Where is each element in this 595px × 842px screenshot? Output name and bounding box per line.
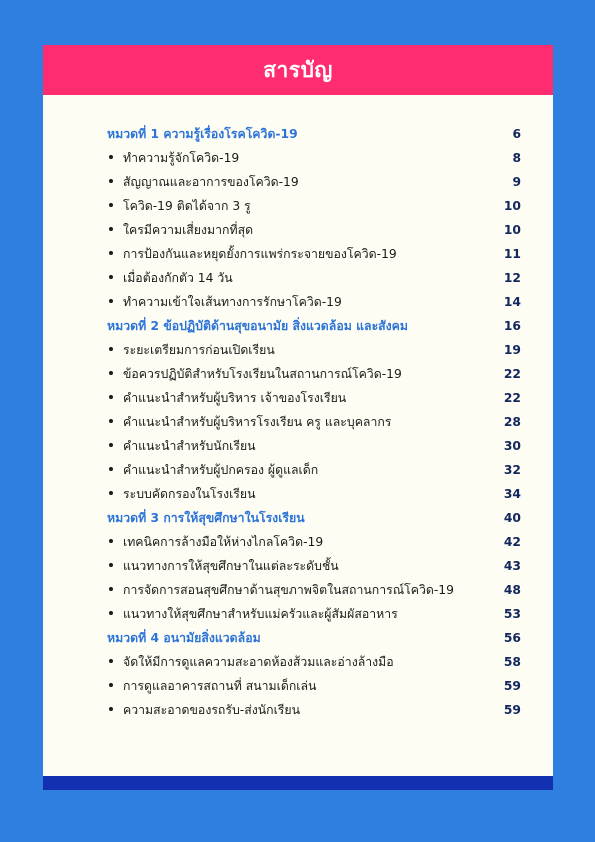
page-number: 28 <box>503 415 521 429</box>
page-number: 14 <box>503 295 521 309</box>
item-title <box>107 461 491 480</box>
toc-item-row <box>107 386 521 410</box>
toc-item-row <box>107 458 521 482</box>
bullet-icon <box>109 467 113 471</box>
page-number: 53 <box>503 607 521 621</box>
bullet-icon <box>109 563 113 567</box>
toc-item-row <box>107 434 521 458</box>
page-number: 40 <box>503 511 521 525</box>
item-title <box>107 653 491 672</box>
chapter-title <box>107 125 491 144</box>
bullet-icon <box>109 491 113 495</box>
bullet-icon <box>109 443 113 447</box>
page-number: 16 <box>503 319 521 333</box>
page-number: 12 <box>503 271 521 285</box>
page-number: 48 <box>503 583 521 597</box>
toc-item-row <box>107 698 521 722</box>
chapter-title <box>107 509 491 528</box>
page-number: 19 <box>503 343 521 357</box>
page-number: 8 <box>512 151 521 165</box>
item-title <box>107 389 491 408</box>
bullet-icon <box>109 659 113 663</box>
toc-item-row <box>107 674 521 698</box>
item-title <box>107 605 491 624</box>
entry-text: สัญญาณและอาการของโควิด-19 <box>123 174 299 189</box>
item-title <box>107 221 491 240</box>
toc-item-row <box>107 218 521 242</box>
entry-text: โควิด-19 ติดได้จาก 3 รู <box>123 198 251 213</box>
page-number: 34 <box>503 487 521 501</box>
page-number: 43 <box>503 559 521 573</box>
item-title <box>107 533 491 552</box>
item-title <box>107 557 491 576</box>
entry-text: ทำความรู้จักโควิด-19 <box>123 150 240 165</box>
page-number: 58 <box>503 655 521 669</box>
item-title <box>107 581 491 600</box>
toc-chapter-row <box>107 506 521 530</box>
bullet-icon <box>109 155 113 159</box>
toc-item-row <box>107 530 521 554</box>
bullet-icon <box>109 419 113 423</box>
page-number: 59 <box>503 703 521 717</box>
page-number: 10 <box>503 199 521 213</box>
item-title <box>107 197 491 216</box>
toc-item-row <box>107 602 521 626</box>
page-title: สารบัญ <box>263 57 333 82</box>
entry-text: ข้อควรปฏิบัติสำหรับโรงเรียนในสถานการณ์โควิด-19 <box>123 366 402 381</box>
toc-item-row <box>107 362 521 386</box>
entry-text: คำแนะนำสำหรับนักเรียน <box>123 438 256 453</box>
bullet-icon <box>109 611 113 615</box>
bullet-icon <box>109 299 113 303</box>
table-of-contents <box>107 122 521 722</box>
bullet-icon <box>109 395 113 399</box>
page-number: 42 <box>503 535 521 549</box>
entry-text: การดูแลอาคารสถานที่ สนามเด็กเล่น <box>123 678 317 693</box>
toc-chapter-row <box>107 626 521 650</box>
item-title <box>107 677 491 696</box>
toc-item-row <box>107 170 521 194</box>
entry-text: ระบบคัดกรองในโรงเรียน <box>123 486 256 501</box>
page-number: 59 <box>503 679 521 693</box>
toc-item-row <box>107 242 521 266</box>
entry-text: หมวดที่ 2 ข้อปฏิบัติด้านสุขอนามัย สิ่งแวดล้อม และสังคม <box>107 318 409 333</box>
page-number: 22 <box>503 367 521 381</box>
toc-item-row <box>107 290 521 314</box>
item-title <box>107 485 491 504</box>
bullet-icon <box>109 587 113 591</box>
entry-text: หมวดที่ 3 การให้สุขศึกษาในโรงเรียน <box>107 510 305 525</box>
toc-item-row <box>107 578 521 602</box>
page-number: 9 <box>512 175 521 189</box>
page-number: 56 <box>503 631 521 645</box>
entry-text: ความสะอาดของรถรับ-ส่งนักเรียน <box>123 702 301 717</box>
entry-text: การจัดการสอนสุขศึกษาด้านสุขภาพจิตในสถานการณ์โควิด-19 <box>123 582 454 597</box>
toc-item-row <box>107 338 521 362</box>
bullet-icon <box>109 227 113 231</box>
bullet-icon <box>109 203 113 207</box>
entry-text: แนวทางให้สุขศึกษาสำหรับแม่ครัวและผู้สัมผัสอาหาร <box>123 606 398 621</box>
page-number: 11 <box>503 247 521 261</box>
item-title <box>107 149 491 168</box>
item-title <box>107 245 491 264</box>
bullet-icon <box>109 707 113 711</box>
entry-text: ระยะเตรียมการก่อนเปิดเรียน <box>123 342 275 357</box>
toc-item-row <box>107 410 521 434</box>
toc-page <box>43 45 553 790</box>
entry-text: การป้องกันและหยุดยั้งการแพร่กระจายของโควิด-19 <box>123 246 397 261</box>
page-number: 32 <box>503 463 521 477</box>
item-title <box>107 173 491 192</box>
item-title <box>107 341 491 360</box>
item-title <box>107 293 491 312</box>
entry-text: จัดให้มีการดูแลความสะอาดห้องส้วมและอ่างล้างมือ <box>123 654 394 669</box>
entry-text: เมื่อต้องกักตัว 14 วัน <box>123 270 233 285</box>
entry-text: หมวดที่ 4 อนามัยสิ่งแวดล้อม <box>107 630 261 645</box>
page-number: 22 <box>503 391 521 405</box>
entry-text: ทำความเข้าใจเส้นทางการรักษาโควิด-19 <box>123 294 342 309</box>
item-title <box>107 701 491 720</box>
bullet-icon <box>109 683 113 687</box>
entry-text: หมวดที่ 1 ความรู้เรื่องโรคโควิด-19 <box>107 126 298 141</box>
bullet-icon <box>109 347 113 351</box>
chapter-title <box>107 317 491 336</box>
entry-text: คำแนะนำสำหรับผู้บริหาร เจ้าของโรงเรียน <box>123 390 347 405</box>
item-title <box>107 413 491 432</box>
chapter-title <box>107 629 491 648</box>
entry-text: ใครมีความเสี่ยงมากที่สุด <box>123 222 254 237</box>
page-number: 30 <box>503 439 521 453</box>
entry-text: คำแนะนำสำหรับผู้บริหารโรงเรียน ครู และบุคลากร <box>123 414 392 429</box>
page-number: 6 <box>512 127 521 141</box>
page-number: 10 <box>503 223 521 237</box>
header-banner <box>43 45 553 95</box>
entry-text: คำแนะนำสำหรับผู้ปกครอง ผู้ดูแลเด็ก <box>123 462 319 477</box>
toc-item-row <box>107 266 521 290</box>
bullet-icon <box>109 539 113 543</box>
bullet-icon <box>109 371 113 375</box>
footer-bar <box>43 776 553 790</box>
entry-text: เทคนิคการล้างมือให้ห่างไกลโควิด-19 <box>123 534 324 549</box>
item-title <box>107 365 491 384</box>
bullet-icon <box>109 251 113 255</box>
toc-item-row <box>107 650 521 674</box>
bullet-icon <box>109 275 113 279</box>
toc-item-row <box>107 146 521 170</box>
item-title <box>107 269 491 288</box>
entry-text: แนวทางการให้สุขศึกษาในแต่ละระดับชั้น <box>123 558 339 573</box>
toc-item-row <box>107 554 521 578</box>
toc-item-row <box>107 482 521 506</box>
bullet-icon <box>109 179 113 183</box>
item-title <box>107 437 491 456</box>
toc-item-row <box>107 194 521 218</box>
toc-chapter-row <box>107 314 521 338</box>
toc-chapter-row <box>107 122 521 146</box>
